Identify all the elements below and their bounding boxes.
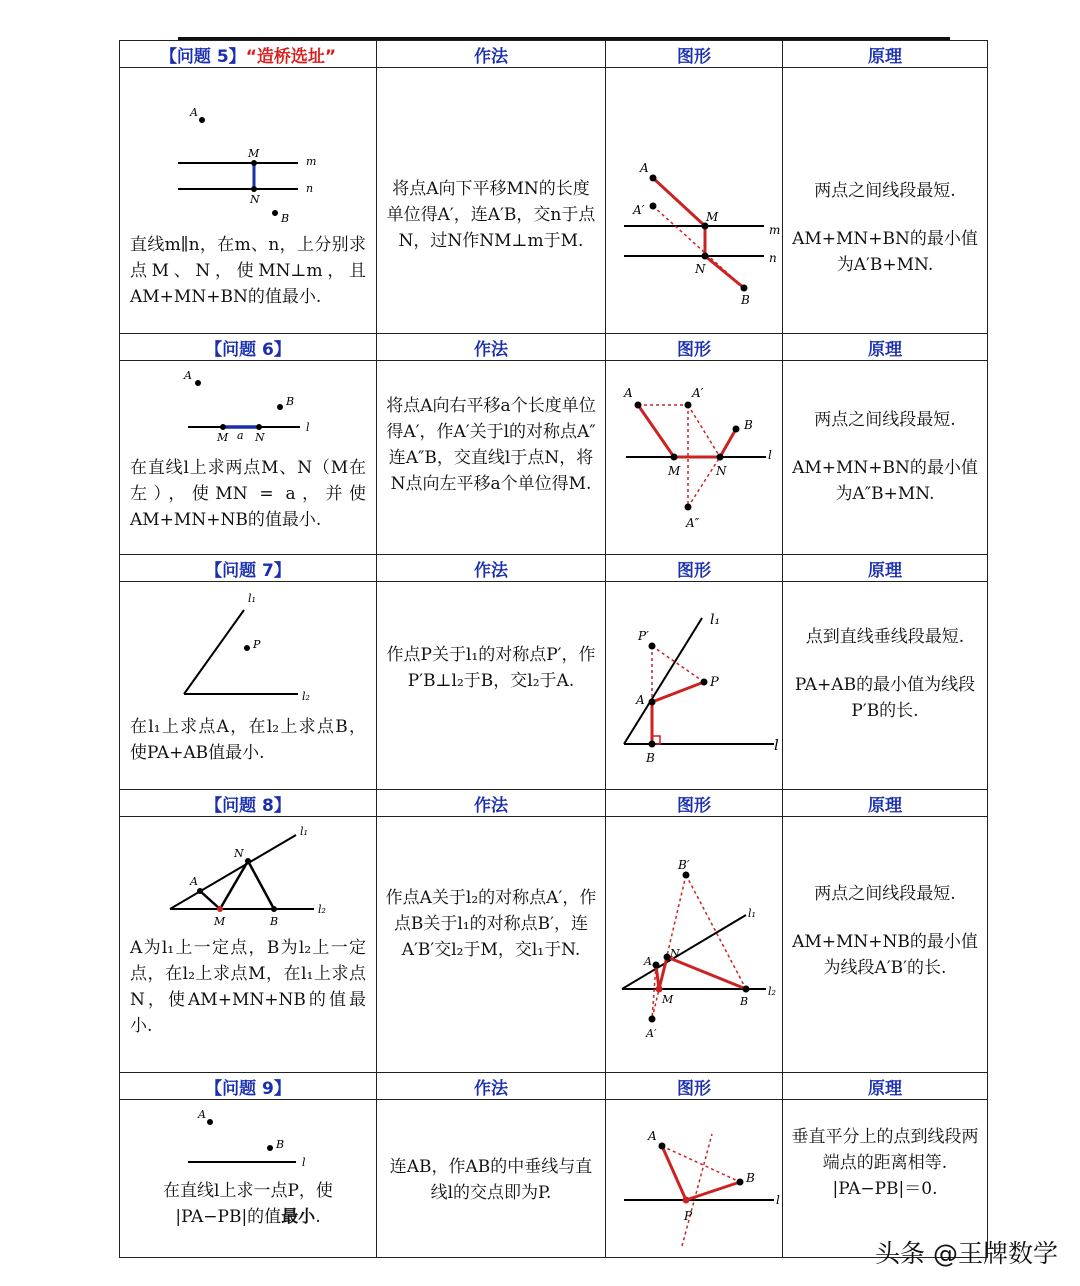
method-header: 作法 bbox=[377, 555, 606, 582]
principle-6-line2: AM+MN+BN的最小值为A″B+MN. bbox=[792, 458, 978, 504]
svg-text:B: B bbox=[286, 395, 295, 408]
method-8-text: 作点A关于l₂的对称点A′，作点B关于l₁的对称点B′，连A′B′交l₂于M，交l₁于N. bbox=[385, 888, 597, 960]
svg-text:A″: A″ bbox=[686, 516, 700, 530]
content-row-7 bbox=[120, 582, 988, 790]
svg-text:A: A bbox=[198, 1108, 206, 1121]
header-row-6 bbox=[120, 334, 988, 361]
principle-5-text bbox=[783, 178, 987, 278]
problem-6-text: 在直线l上求两点M、N（M在左），使MN = a，并使AM+MN+NB的值最小. bbox=[130, 458, 366, 530]
principle-9-line2: |PA−PB|＝0. bbox=[832, 1179, 938, 1199]
problem-9-text-bold: 最小 bbox=[281, 1207, 316, 1227]
principle-9-line1: 垂直平分上的点到线段两端点的距离相等. bbox=[791, 1127, 979, 1173]
problem-9-text-2: |PA−PB|的值 bbox=[175, 1207, 282, 1227]
svg-text:P: P bbox=[710, 675, 719, 690]
problem-5-name: “造桥选址” bbox=[245, 46, 337, 67]
problem-8-cell bbox=[120, 817, 377, 1073]
svg-text:l: l bbox=[776, 1193, 780, 1207]
method-9-cell bbox=[377, 1100, 606, 1258]
svg-text:l: l bbox=[768, 448, 772, 462]
svg-text:l: l bbox=[774, 736, 779, 754]
svg-text:A: A bbox=[184, 369, 192, 382]
svg-text:B: B bbox=[746, 1171, 755, 1185]
svg-text:l: l bbox=[302, 1156, 306, 1169]
svg-text:N: N bbox=[670, 947, 680, 960]
figure-9-cell bbox=[606, 1100, 783, 1258]
svg-text:B: B bbox=[281, 212, 290, 225]
principle-6-text bbox=[783, 407, 987, 507]
principle-header: 原理 bbox=[783, 555, 988, 582]
svg-text:l: l bbox=[306, 421, 310, 434]
svg-text:N: N bbox=[234, 847, 244, 860]
method-6-cell bbox=[377, 361, 606, 555]
svg-text:A: A bbox=[624, 386, 633, 400]
principle-5-cell bbox=[783, 68, 988, 334]
figure-header: 图形 bbox=[606, 41, 783, 68]
header-row-9 bbox=[120, 1073, 988, 1100]
svg-text:m: m bbox=[306, 155, 317, 168]
svg-text:A: A bbox=[190, 875, 198, 888]
content-row-8 bbox=[120, 817, 988, 1073]
problem-7-cell bbox=[120, 582, 377, 790]
svg-text:l₁: l₁ bbox=[748, 907, 756, 920]
svg-text:l₁: l₁ bbox=[300, 825, 308, 838]
principle-8-text bbox=[783, 881, 987, 981]
svg-text:A′: A′ bbox=[646, 1027, 657, 1040]
content-row-5 bbox=[120, 68, 988, 334]
svg-text:m: m bbox=[769, 223, 781, 237]
figure-8-cell bbox=[606, 817, 783, 1073]
svg-text:P: P bbox=[253, 638, 261, 651]
method-8-cell bbox=[377, 817, 606, 1073]
principle-header: 原理 bbox=[783, 790, 988, 817]
method-6-text: 将点A向右平移a个长度单位得A′，作A′关于l的对称点A″连A″B，交直线l于点N，将N点向左平移a个单位得M. bbox=[386, 396, 596, 494]
svg-text:M: M bbox=[706, 210, 719, 224]
principle-9-text bbox=[783, 1124, 987, 1202]
svg-text:l₂: l₂ bbox=[302, 690, 310, 703]
figure-5-diagram bbox=[606, 68, 782, 334]
svg-text:N: N bbox=[255, 431, 265, 444]
principle-6-line1: 两点之间线段最短. bbox=[814, 410, 956, 430]
figure-9-diagram bbox=[606, 1100, 782, 1258]
problem-9-text-end: . bbox=[315, 1207, 321, 1227]
svg-text:A′: A′ bbox=[633, 203, 645, 217]
principle-5-line1: 两点之间线段最短. bbox=[814, 181, 956, 201]
svg-text:N: N bbox=[250, 193, 260, 206]
svg-text:M: M bbox=[668, 464, 681, 478]
problem-9-text-1: 在直线l上求一点P，使 bbox=[163, 1181, 333, 1201]
figure-7-diagram bbox=[606, 582, 782, 790]
principle-7-text bbox=[783, 624, 987, 724]
method-header: 作法 bbox=[377, 790, 606, 817]
problem-8-title: 【问题 8】 bbox=[120, 790, 377, 817]
method-5-text: 将点A向下平移MN的长度单位得A′，连A′B，交n于点N，过N作NM⊥m于M. bbox=[386, 179, 596, 251]
svg-text:n: n bbox=[306, 182, 314, 195]
principle-8-line2: AM+MN+NB的最小值为线段A′B′的长. bbox=[792, 932, 978, 978]
svg-text:M: M bbox=[214, 915, 226, 928]
svg-text:A: A bbox=[648, 1129, 657, 1143]
svg-text:A′: A′ bbox=[692, 386, 704, 400]
principle-header: 原理 bbox=[783, 1073, 988, 1100]
svg-text:N: N bbox=[716, 464, 727, 478]
svg-text:A: A bbox=[636, 693, 645, 707]
figure-6-diagram bbox=[606, 361, 782, 555]
principle-7-line1: 点到直线垂线段最短. bbox=[805, 627, 965, 647]
problem-6-cell bbox=[120, 361, 377, 555]
svg-text:B: B bbox=[276, 1138, 285, 1151]
principle-7-line2: PA+AB的最小值为线段P′B的长. bbox=[794, 675, 976, 721]
svg-text:B: B bbox=[741, 293, 750, 307]
method-9-text: 连AB，作AB的中垂线与直线l的交点即为P. bbox=[389, 1157, 593, 1203]
figure-8-diagram bbox=[606, 817, 782, 1073]
principle-6-cell bbox=[783, 361, 988, 555]
problem-7-title: 【问题 7】 bbox=[120, 555, 377, 582]
principle-7-cell bbox=[783, 582, 988, 790]
svg-text:l₁: l₁ bbox=[248, 592, 256, 605]
svg-text:B: B bbox=[740, 995, 749, 1008]
svg-text:A: A bbox=[644, 955, 652, 968]
svg-text:M: M bbox=[248, 147, 260, 160]
method-header: 作法 bbox=[377, 334, 606, 361]
svg-text:a: a bbox=[237, 429, 244, 442]
svg-text:B′: B′ bbox=[678, 858, 690, 872]
problem-9-text bbox=[120, 1178, 376, 1230]
problem-5-cell bbox=[120, 68, 377, 334]
watermark: 头条 @王牌数学 bbox=[875, 1239, 1058, 1268]
principle-header: 原理 bbox=[783, 41, 988, 68]
header-row-5 bbox=[120, 41, 988, 68]
figure-header: 图形 bbox=[606, 1073, 783, 1100]
svg-text:l₂: l₂ bbox=[318, 903, 326, 916]
figure-6-cell bbox=[606, 361, 783, 555]
problem-9-cell bbox=[120, 1100, 377, 1258]
principle-8-line1: 两点之间线段最短. bbox=[814, 884, 956, 904]
problem-8-text: A为l₁上一定点，B为l₂上一定点，在l₂上求点M，在l₁上求点N，使AM+MN+NB的值最小. bbox=[130, 938, 366, 1036]
svg-text:n: n bbox=[769, 251, 777, 265]
figure-header: 图形 bbox=[606, 334, 783, 361]
problems-table bbox=[119, 40, 988, 1258]
svg-text:M: M bbox=[662, 993, 674, 1006]
header-row-7 bbox=[120, 555, 988, 582]
svg-text:A: A bbox=[190, 106, 198, 119]
svg-text:A: A bbox=[640, 161, 649, 175]
method-header: 作法 bbox=[377, 1073, 606, 1100]
problem-7-text: 在l₁上求点A，在l₂上求点B，使PA+AB值最小. bbox=[130, 717, 366, 763]
problem-5-number: 【问题 5】 bbox=[159, 46, 246, 67]
header-row-8 bbox=[120, 790, 988, 817]
svg-text:N: N bbox=[695, 262, 706, 276]
problem-9-title: 【问题 9】 bbox=[120, 1073, 377, 1100]
problem-6-title: 【问题 6】 bbox=[120, 334, 377, 361]
method-7-text: 作点P关于l₁的对称点P′，作P′B⊥l₂于B，交l₂于A. bbox=[386, 645, 596, 691]
method-5-cell bbox=[377, 68, 606, 334]
principle-8-cell bbox=[783, 817, 988, 1073]
problem-5-title bbox=[120, 41, 377, 68]
method-7-cell bbox=[377, 582, 606, 790]
figure-header: 图形 bbox=[606, 790, 783, 817]
figure-7-cell bbox=[606, 582, 783, 790]
svg-text:P: P bbox=[684, 1209, 693, 1223]
svg-text:B: B bbox=[270, 915, 279, 928]
content-row-6 bbox=[120, 361, 988, 555]
svg-text:l₁: l₁ bbox=[710, 612, 721, 628]
principle-header: 原理 bbox=[783, 334, 988, 361]
figure-5-cell bbox=[606, 68, 783, 334]
method-header: 作法 bbox=[377, 41, 606, 68]
svg-text:B: B bbox=[646, 751, 655, 765]
principle-5-line2: AM+MN+BN的最小值为A′B+MN. bbox=[792, 229, 978, 275]
svg-text:P′: P′ bbox=[638, 629, 649, 643]
svg-text:l₂: l₂ bbox=[768, 985, 776, 998]
figure-header: 图形 bbox=[606, 555, 783, 582]
svg-text:B: B bbox=[744, 418, 753, 432]
problem-5-text: 直线m∥n，在m、n，上分别求点M、N，使MN⊥m，且AM+MN+BN的值最小. bbox=[130, 235, 366, 307]
content-row-9 bbox=[120, 1100, 988, 1258]
svg-text:M: M bbox=[217, 431, 229, 444]
